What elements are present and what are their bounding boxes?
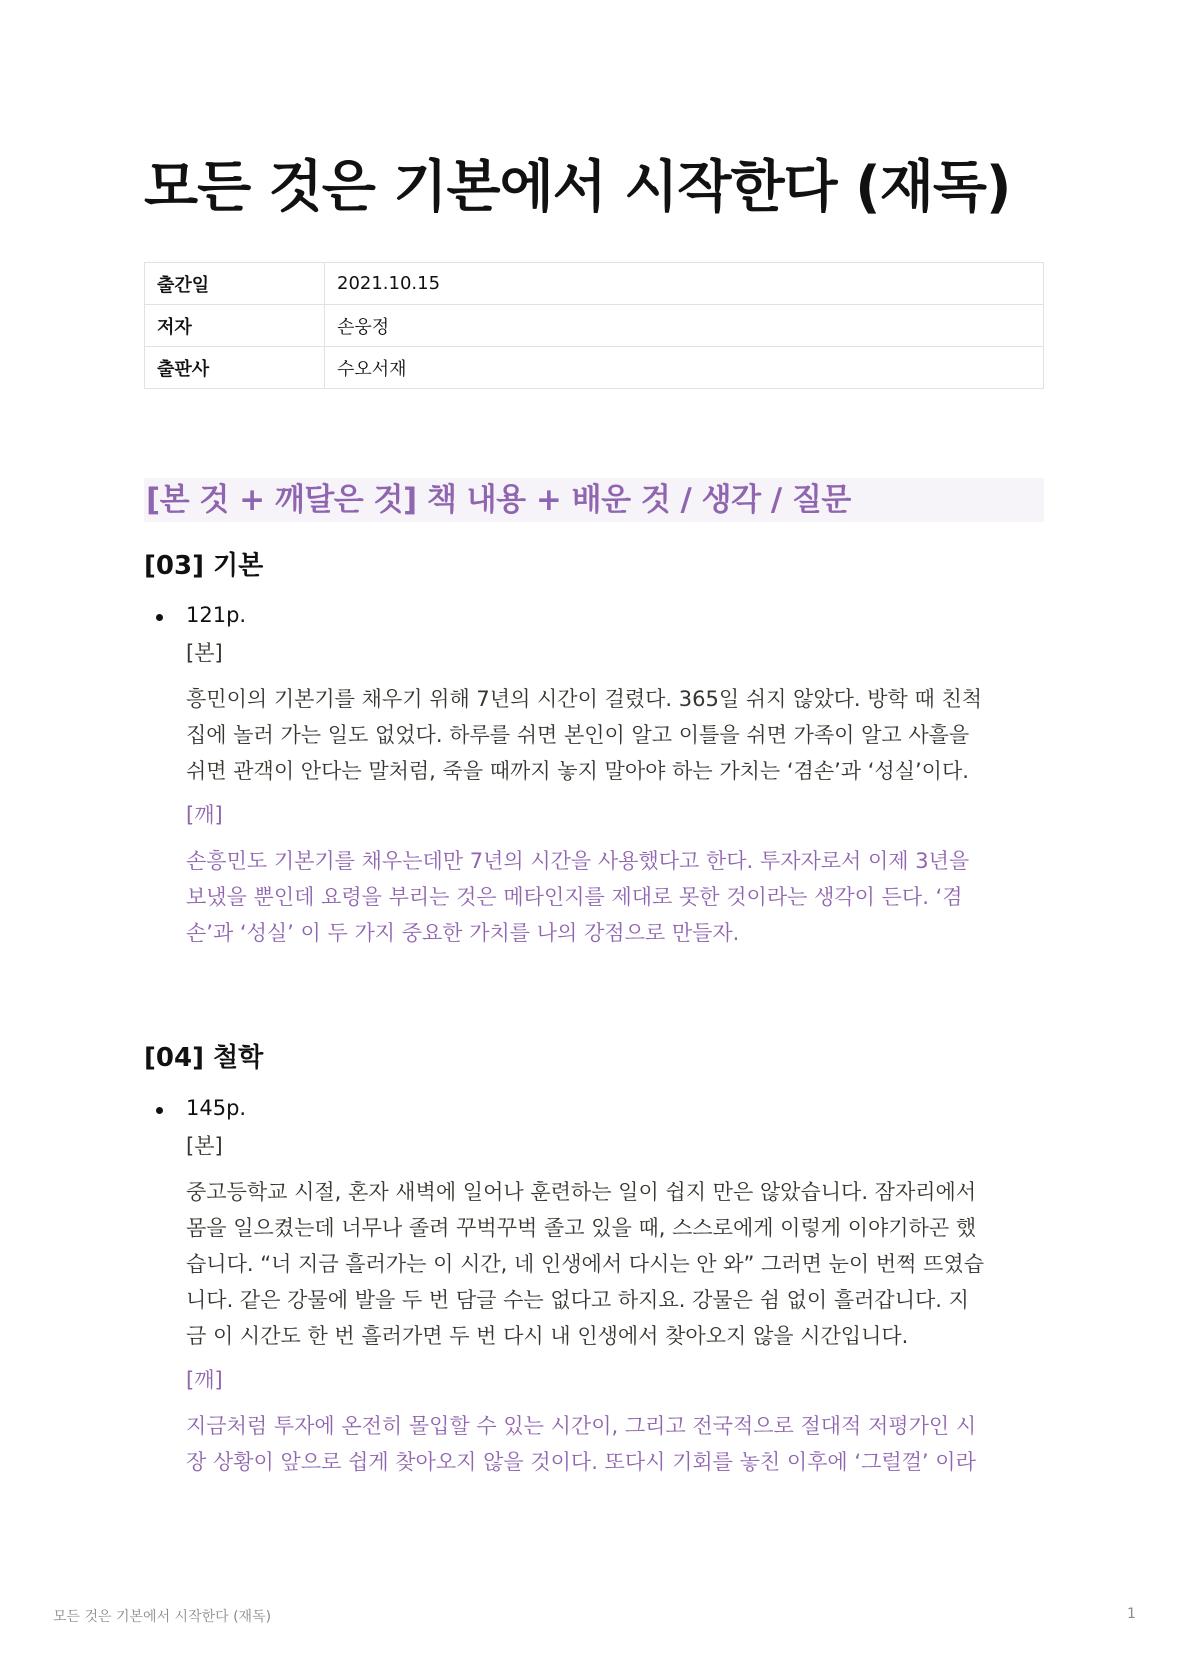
subsection-title: [03] 기본 (144, 551, 264, 581)
page-reference: 121p. (186, 603, 247, 627)
subsection-title: [04] 철학 (144, 1043, 264, 1073)
text-line: 흥민이의 기본기를 채우기 위해 7년의 시간이 걸렸다. 365일 쉬지 않았다. 방학 때 친척 (186, 687, 983, 711)
realized-text (186, 1408, 1046, 1480)
property-row (145, 347, 1044, 389)
realized-tag: [깨] (186, 803, 223, 827)
text-line: 보냈을 뿐인데 요령을 부리는 것은 메타인지를 제대로 못한 것이라는 생각이 든다. ‘겸 (186, 885, 963, 909)
text-line: 중고등학교 시절, 혼자 새벽에 일어나 훈련하는 일이 쉽지 만은 않았습니다. 잠자리에서 (186, 1180, 977, 1204)
text-line: 몸을 일으켰는데 너무나 졸려 꾸벅꾸벅 졸고 있을 때, 스스로에게 이렇게 이야기하곤 했 (186, 1216, 977, 1240)
text-line: 지금처럼 투자에 온전히 몰입할 수 있는 시간이, 그리고 전국적으로 절대적 저평가인 시 (186, 1414, 977, 1438)
property-value: 2021.10.15 (325, 263, 1044, 305)
bullet-dot-icon (156, 1107, 163, 1114)
page-reference: 145p. (186, 1096, 247, 1120)
text-line: 손흥민도 기본기를 채우는데만 7년의 시간을 사용했다고 한다. 투자자로서 이제 3년을 (186, 849, 970, 873)
properties-table (144, 262, 1044, 389)
section-heading: [본 것 + 깨달은 것] 책 내용 + 배운 것 / 생각 / 질문 (144, 478, 1044, 522)
property-key: 출간일 (145, 263, 325, 305)
text-line: 니다. 같은 강물에 발을 두 번 담글 수는 없다고 하지요. 강물은 쉼 없이 흘러갑니다. 지 (186, 1288, 969, 1312)
text-line: 장 상황이 앞으로 쉽게 찾아오지 않을 것이다. 또다시 기회를 놓친 이후에 ‘그럴껄’ 이라 (186, 1450, 976, 1474)
property-value: 손웅정 (325, 305, 1044, 347)
text-line: 집에 놀러 가는 일도 없었다. 하루를 쉬면 본인이 알고 이틀을 쉬면 가족이 알고 사흘을 (186, 723, 970, 747)
bullet-dot-icon (156, 614, 163, 621)
text-line: 금 이 시간도 한 번 흘러가면 두 번 다시 내 인생에서 찾아오지 않을 시간입니다. (186, 1324, 909, 1348)
property-key: 출판사 (145, 347, 325, 389)
text-line: 쉬면 관객이 안다는 말처럼, 죽을 때까지 놓지 말아야 하는 가치는 ‘겸손’과 ‘성실’이다. (186, 759, 969, 783)
text-line: 손’과 ‘성실’ 이 두 가지 중요한 가치를 나의 강점으로 만들자. (186, 921, 740, 945)
seen-text (186, 1174, 1046, 1354)
seen-text (186, 681, 1046, 789)
page-title: 모든 것은 기본에서 시작한다 (재독) (144, 155, 1011, 220)
text-line: 습니다. “너 지금 흘러가는 이 시간, 네 인생에서 다시는 안 와” 그러면 눈이 번쩍 뜨였습 (186, 1252, 984, 1276)
seen-tag: [본] (186, 1134, 223, 1158)
page-number: 1 (1127, 1606, 1136, 1622)
property-key: 저자 (145, 305, 325, 347)
realized-text (186, 843, 1046, 951)
seen-tag: [본] (186, 641, 223, 665)
realized-tag: [깨] (186, 1368, 223, 1392)
footer-title: 모든 것은 기본에서 시작한다 (재독) (53, 1609, 272, 1625)
property-row (145, 263, 1044, 305)
property-row (145, 305, 1044, 347)
property-value: 수오서재 (325, 347, 1044, 389)
